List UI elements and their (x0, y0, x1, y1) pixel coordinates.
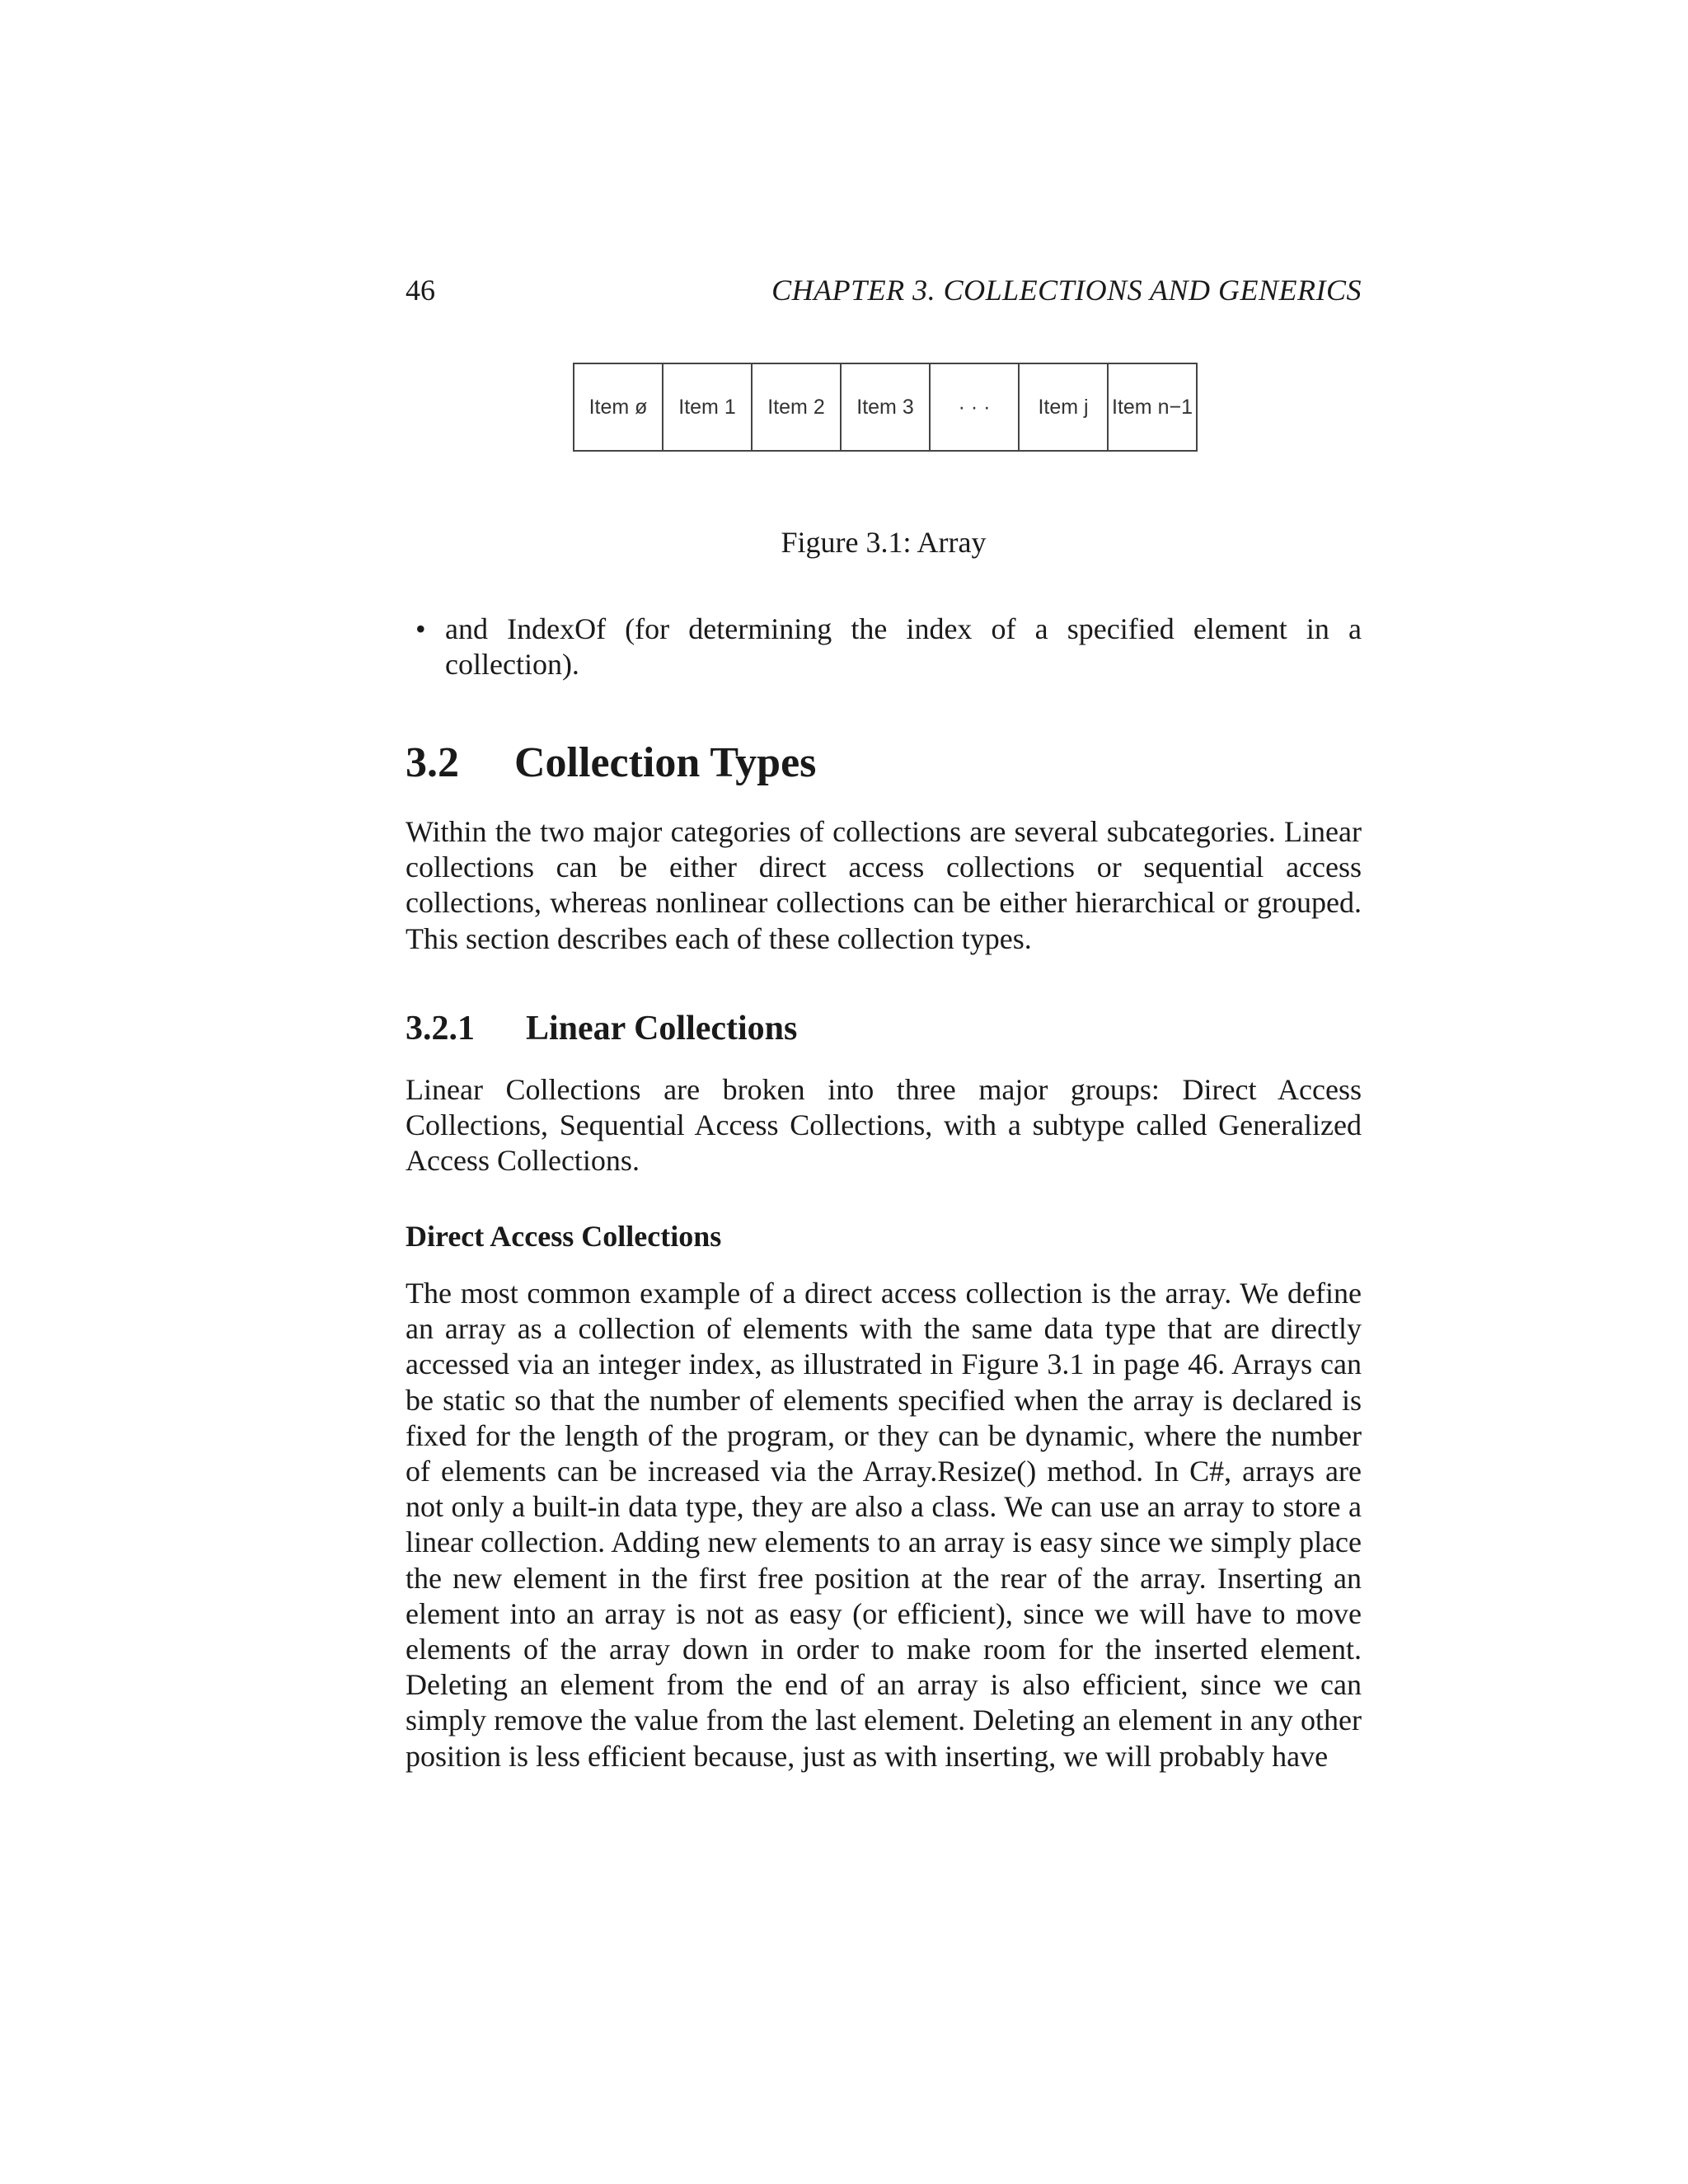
section-number: 3.2 (406, 739, 459, 786)
array-cell: Item n−1 (1112, 395, 1193, 419)
bullet-icon: • (415, 612, 426, 645)
bullet-text: and IndexOf (for determining the index of a specified element in a collection). (445, 612, 1362, 681)
section-title: Collection Types (514, 739, 817, 786)
array-cell: Item 1 (663, 364, 753, 450)
subsection-intro-paragraph: Linear Collections are broken into three major groups: Direct Access Collections, Sequential Access Collections, with a subtype called Generalized Access Collections. (406, 1073, 1362, 1178)
array-cell-ellipsis: · · · (931, 364, 1020, 450)
paragraph-heading: Direct Access Collections (406, 1220, 722, 1253)
subsection-title: Linear Collections (526, 1010, 798, 1047)
running-header (406, 272, 1362, 308)
bullet-item (415, 612, 1362, 682)
subsection-number: 3.2.1 (406, 1010, 475, 1047)
figure-caption: Figure 3.1: Array (781, 526, 987, 559)
section-heading (406, 738, 816, 789)
body-paragraph: The most common example of a direct access collection is the array. We define an array as a collection of elements with the same data type that are directly accessed via an integer index, as illustrated in Figure 3.1 in page 46. Arrays can be static so that the number of elements specified when the array is declared is fixed for the length of the program, or they can be dynamic, where the number of elements can be increased via the Array.Resize() method. In C#, arrays are not only a built-in data type, they are also a class. We can use an array to store a linear collection. Adding new elements to an array is easy since we simply place the new element in the first free position at the rear of the array. Inserting an element into an array is not as easy (or efficient), since we will have to move elements of the array down in order to make room for the inserted element. Deleting an element from the end of an array is also efficient, since we can simply remove the value from the last element. Deleting an element in any other position is less efficient because, just as with inserting, we will probably have (406, 1277, 1362, 1773)
page-number: 46 (406, 274, 435, 307)
array-figure (573, 363, 1198, 452)
chapter-title: CHAPTER 3. COLLECTIONS AND GENERICS (771, 274, 1362, 307)
array-cell: Item 2 (753, 364, 842, 450)
array-cell: Item j (1020, 364, 1109, 450)
array-cell: Item 3 (842, 364, 931, 450)
section-intro-paragraph: Within the two major categories of collections are several subcategories. Linear collections can be either direct access collections or sequential access collections, whereas nonlinear collections can be either hierarchical or grouped. This section describes each of these collection types. (406, 815, 1362, 955)
subsection-heading (406, 1007, 797, 1050)
array-cell: Item ø (574, 364, 663, 450)
